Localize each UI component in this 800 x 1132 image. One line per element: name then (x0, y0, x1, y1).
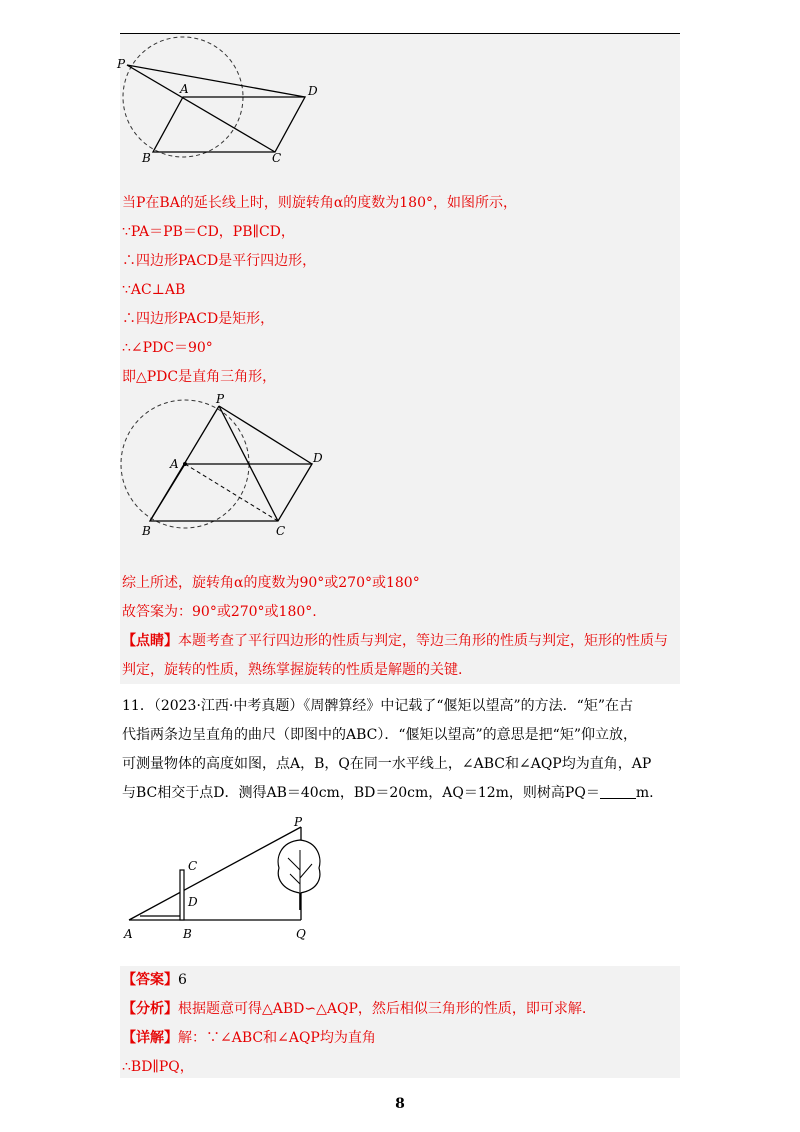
detail-line-2: ∴BD∥PQ， (122, 1059, 194, 1075)
fig1-label-a: A (180, 82, 189, 96)
fig1-label-d: D (308, 84, 318, 98)
figure-parallelogram-1 (110, 36, 330, 166)
question-number: 11． (122, 698, 154, 714)
solution-line-7: 即△PDC是直角三角形， (122, 369, 277, 385)
answer-line (122, 970, 682, 990)
fig2-label-d: D (313, 451, 323, 465)
fig1-label-b: B (142, 151, 151, 165)
fig3-label-q: Q (296, 927, 306, 941)
fig3-label-p: P (294, 815, 303, 829)
solution-line-3: ∴四边形PACD是平行四边形， (122, 253, 317, 269)
question-line-1 (122, 696, 682, 716)
fig2-label-a: A (170, 457, 179, 471)
solution-line-5: ∴四边形PACD是矩形， (122, 311, 275, 327)
fig2-label-b: B (142, 524, 151, 538)
question-line-4 (122, 783, 682, 803)
question-text-4-end: m. (635, 785, 654, 801)
summary-line-1: 综上所述，旋转角α的度数为90°或270°或180° (122, 575, 420, 591)
fig3-label-b: B (183, 927, 192, 941)
solution-line-2: ∵PA＝PB＝CD，PB∥CD， (122, 224, 295, 240)
detail-tag: 【详解】 (122, 1030, 178, 1046)
fig3-label-c: C (188, 859, 198, 873)
comment-tag: 【点睛】 (122, 633, 178, 649)
question-line-3: 可测量物体的高度如图，点A，B，Q在同一水平线上，∠ABC和∠AQP均为直角，AP (122, 756, 652, 772)
answer-value: 6 (178, 972, 187, 988)
fig2-label-p: P (216, 393, 225, 406)
detail-text: 解：∵∠ABC和∠AQP均为直角 (178, 1030, 376, 1046)
fig3-label-d: D (188, 895, 198, 909)
comment-line-1 (122, 631, 682, 651)
summary-line-2: 故答案为：90°或270°或180°. (122, 604, 317, 620)
question-text-1: 《周髀算经》中记载了“偃矩以望高”的方法．“矩”在古 (303, 698, 633, 714)
figure-parallelogram-2 (110, 393, 340, 543)
comment-text-1: 本题考查了平行四边形的性质与判定，等边三角形的性质与判定，矩形的性质与 (178, 633, 668, 649)
analysis-tag: 【分析】 (122, 1001, 178, 1017)
fig3-label-a: A (124, 927, 133, 941)
solution-line-4: ∵AC⊥AB (122, 282, 186, 298)
question-source: （2023·江西·中考真题） (153, 698, 304, 714)
solution-line-6: ∴∠PDC＝90° (122, 340, 213, 356)
page-number: 8 (395, 1096, 405, 1112)
comment-line-2: 判定，旋转的性质，熟练掌握旋转的性质是解题的关键. (122, 662, 463, 678)
analysis-line (122, 999, 682, 1019)
question-text-4: 与BC相交于点D．测得AB＝40cm，BD＝20cm，AQ＝12m，则树高PQ＝ (122, 785, 600, 801)
question-line-2: 代指两条边呈直角的曲尺（即图中的ABC）．“偃矩以望高”的意思是把“矩”仰立放， (122, 727, 637, 743)
solution-line-1: 当P在BA的延长线上时，则旋转角α的度数为180°，如图所示， (122, 195, 517, 211)
fig1-label-c: C (272, 151, 282, 165)
analysis-text: 根据题意可得△ABD∽△AQP，然后相似三角形的性质，即可求解. (178, 1001, 587, 1017)
fig2-label-c: C (276, 524, 286, 538)
fig1-label-p: P (117, 57, 126, 71)
answer-tag: 【答案】 (122, 972, 178, 988)
figure-tree-height (115, 810, 335, 950)
detail-line-1 (122, 1028, 682, 1048)
answer-blank (600, 784, 636, 799)
